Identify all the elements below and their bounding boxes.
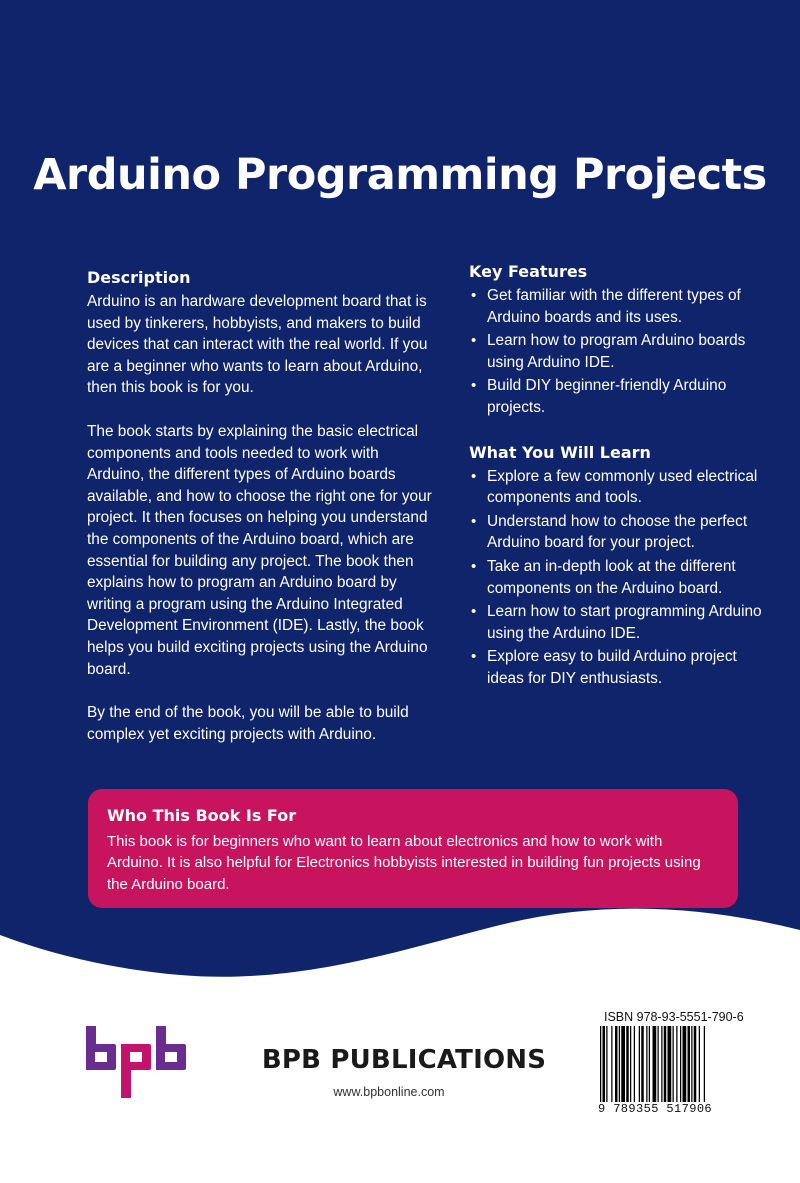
book-title: Arduino Programming Projects <box>33 150 767 200</box>
publisher-name: BPB PUBLICATIONS <box>261 1045 547 1075</box>
who-for-text: This book is for beginners who want to learn about electronics and how to work with Arduino. It is also helpful for Electronics hobbyists interested in building fun projects using the Arduino board. <box>107 833 701 893</box>
key-features-heading: Key Features <box>469 262 588 281</box>
list-item: • Learn how to start programming Arduino using the Arduino IDE. <box>471 603 762 642</box>
description-paragraph-1: Arduino is an hardware development board that is used by tinkerers, hobbyists, and makers to build devices that can interact with the real world. If you are a beginner who wants to learn about Arduino, then this book is for you. <box>87 293 428 397</box>
list-item: • Understand how to choose the perfect Arduino board for your project. <box>471 512 748 552</box>
who-this-book-is-for-box <box>88 789 738 908</box>
bpb-logo-icon <box>86 1026 188 1098</box>
list-item: • Explore a few commonly used electrical components and tools. <box>471 467 758 507</box>
bullet-icon: • <box>471 557 477 575</box>
isbn-label: ISBN 978-93-5551-790-6 <box>604 1010 744 1024</box>
description-section <box>87 268 439 767</box>
bullet-icon: • <box>471 287 477 304</box>
bullet-icon: • <box>471 512 477 530</box>
publisher-website: www.bpbonline.com <box>333 1085 445 1099</box>
what-you-will-learn-list <box>469 466 769 690</box>
bullet-icon: • <box>471 648 477 666</box>
key-features-list <box>469 285 769 419</box>
list-item: • Learn how to program Arduino boards using Arduino IDE. <box>471 332 746 371</box>
list-item: • Take an in-depth look at the different components on the Arduino board. <box>471 557 736 597</box>
who-for-heading: Who This Book Is For <box>107 806 297 825</box>
description-heading: Description <box>87 268 191 287</box>
features-section <box>469 262 769 714</box>
what-you-will-learn-heading: What You Will Learn <box>469 442 651 462</box>
list-item: • Build DIY beginner-friendly Arduino projects. <box>471 377 727 416</box>
barcode-number: 9 789355 517906 <box>598 1102 713 1116</box>
description-paragraph-2: The book starts by explaining the basic electrical components and tools needed to work with Arduino, the different types of Arduino boards available, and how to choose the right one for your project. It then focuses on helping you understand the components of the Arduino board, which are essential for building any project. The book then explains how to program an Arduino board by writing a program using the Arduino Integrated Development Environment (IDE). Lastly, the book helps you build exciting projects using the Arduino board. <box>87 422 432 678</box>
bullet-icon: • <box>471 377 477 395</box>
bullet-icon: • <box>471 467 477 485</box>
bullet-icon: • <box>471 603 477 621</box>
bullet-icon: • <box>471 332 477 350</box>
list-item: • Explore easy to build Arduino project ideas for DIY enthusiasts. <box>471 648 737 687</box>
description-paragraph-3: By the end of the book, you will be able to build complex yet exciting projects with Arduino. <box>87 704 409 743</box>
list-item: • Get familiar with the different types of Arduino boards and its uses. <box>471 287 741 326</box>
